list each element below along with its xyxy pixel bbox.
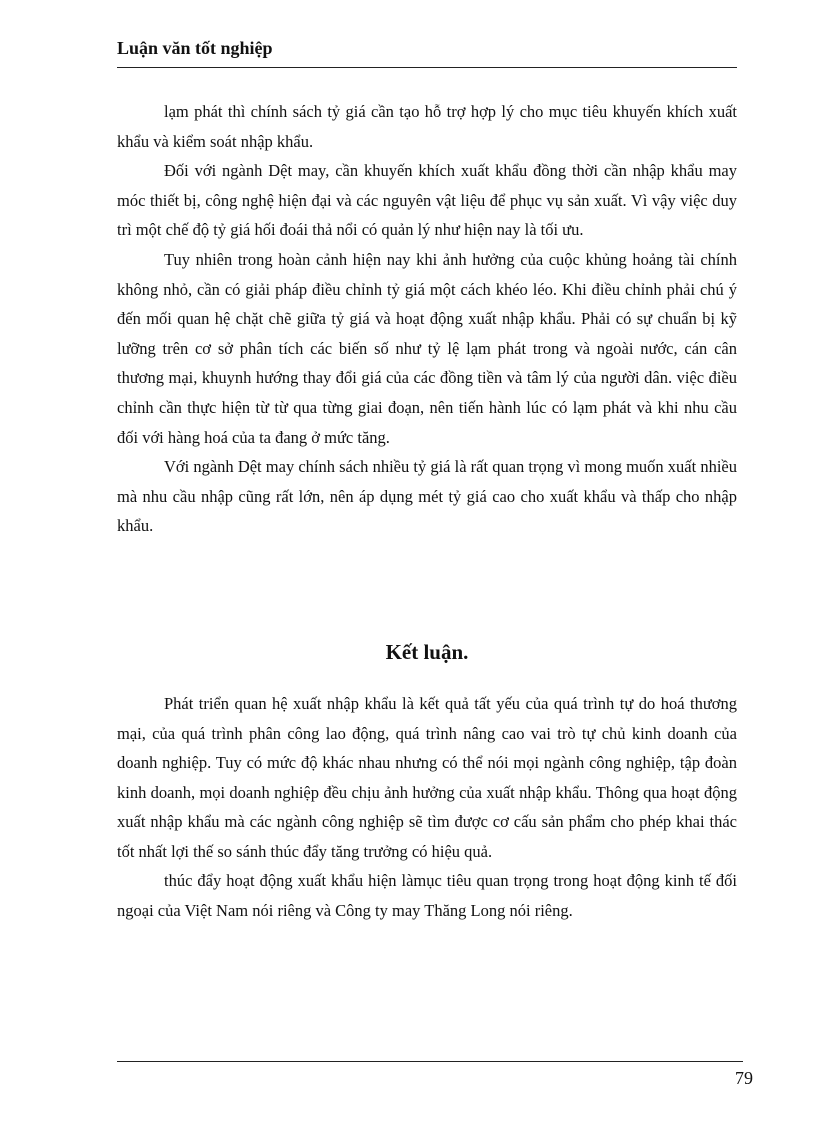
conclusion-paragraph-2: thúc đẩy hoạt động xuất khẩu hiện làmục tiêu quan trọng trong hoạt động kinh tế đối ngoại của Việt Nam nói riêng và Công ty may Thăng Long nói riêng. xyxy=(117,871,737,921)
conclusion-heading: Kết luận. xyxy=(385,639,469,664)
document-body xyxy=(117,97,737,926)
paragraph-4: Với ngành Dệt may chính sách nhiều tỷ giá là rất quan trọng vì mong muốn xuất nhiều mà nhu cầu nhập cũng rất lớn, nên áp dụng mét tỷ giá cao cho xuất khẩu và thấp cho nhập khẩu. xyxy=(117,457,737,536)
paragraph-2: Đối với ngành Dệt may, cần khuyến khích xuất khẩu đồng thời cần nhập khẩu may móc thiết bị, công nghệ hiện đại và các nguyên vật liệu để phục vụ sản xuất. Vì vậy việc duy trì một chế độ tỷ giá hối đoái thả nổi có quản lý như hiện nay là tối ưu. xyxy=(117,161,737,240)
paragraph-3: Tuy nhiên trong hoàn cảnh hiện nay khi ảnh hưởng của cuộc khủng hoảng tài chính không nhỏ, cần có giải pháp điều chỉnh tỷ giá một cách khéo léo. Khi điều chỉnh phải chú ý đến mối quan hệ chặt chẽ giữa tỷ giá và hoạt động xuất nhập khẩu. Phải có sự chuẩn bị kỹ lưỡng trên cơ sở phân tích các biến số như tỷ lệ lạm phát trong và ngoài nước, cán cân thương mại, khuynh hướng thay đổi giá của các đồng tiền và tâm lý của người dân. việc điều chỉnh cần thực hiện từ từ qua từng giai đoạn, nên tiến hành lúc có lạm phát và khi nhu cầu đối với hàng hoá của ta đang ở mức tăng. xyxy=(117,249,737,447)
page-header-title: Luận văn tốt nghiệp xyxy=(117,38,273,58)
conclusion-paragraph-1: Phát triển quan hệ xuất nhập khẩu là kết quả tất yếu của quá trình tự do hoá thương mại, của quá trình phân công lao động, quá trình nâng cao vai trò tự chủ kinh doanh của doanh nghiệp. Tuy có mức độ khác nhau nhưng có thể nói mọi ngành công nghiệp, tập đoàn kinh doanh, mọi doanh nghiệp đều chịu ảnh hưởng của xuất nhập khẩu. Thông qua hoạt động xuất nhập khẩu mà các ngành công nghiệp sẽ tìm được cơ cấu sản phẩm cho phép khai thác tốt nhất lợi thế so sánh thúc đẩy tăng trưởng có hiệu quả. xyxy=(117,693,737,861)
footer-divider xyxy=(117,1061,743,1062)
paragraph-1: lạm phát thì chính sách tỷ giá cần tạo hỗ trợ hợp lý cho mục tiêu khuyến khích xuất khẩu và kiểm soát nhập khẩu. xyxy=(117,102,737,151)
header-divider xyxy=(117,67,737,68)
page-number: 79 xyxy=(735,1068,753,1088)
